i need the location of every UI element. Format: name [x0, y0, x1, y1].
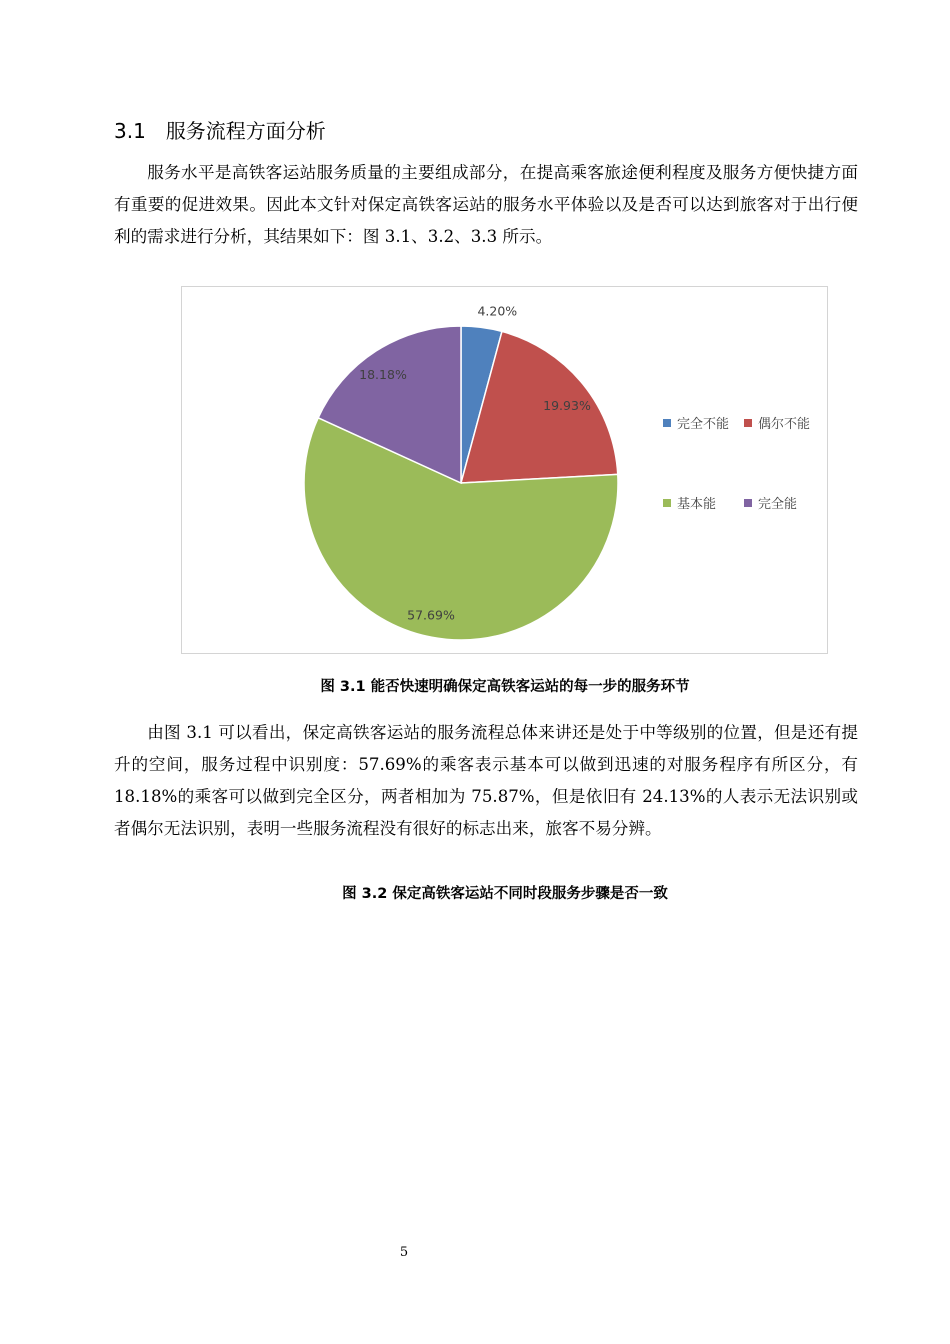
pie-slice-label-2: 19.93% [543, 398, 591, 413]
section-title: 服务流程方面分析 [165, 119, 326, 143]
legend-swatch-2 [744, 419, 752, 427]
legend-item-2 [744, 416, 810, 432]
legend-item-4 [744, 496, 797, 512]
section-number: 3.1 [114, 119, 146, 143]
page-number: 5 [399, 1245, 409, 1260]
pie-chart [182, 287, 827, 653]
legend-label-4: 完全能 [758, 497, 798, 512]
legend-label-3: 基本能 [677, 497, 717, 512]
legend-item-3 [663, 496, 716, 512]
intro-paragraph: 服务水平是高铁客运站服务质量的主要组成部分，在提高乘客旅途便利程度及服务方便快捷方面有重要的促进效果。因此本文针对保定高铁客运站的服务水平体验以及是否可以达到旅客对于出行便利的需求进行分析，其结果如下：图 3.1、3.2、3.3 所示。 [114, 163, 858, 246]
pie-slice-label-1: 4.20% [477, 303, 518, 319]
section-heading [114, 117, 326, 145]
analysis-paragraph: 由图 3.1 可以看出，保定高铁客运站的服务流程总体来讲还是处于中等级别的位置，但是还有提升的空间，服务过程中识别度：57.69%的乘客表示基本可以做到迅速的对服务程序有所区分，有 18.18%的乘客可以做到完全区分，两者相加为 75.87%，但是依旧有 24.13%的人表示无法识别或者偶尔无法识别，表明一些服务流程没有很好的标志出来，旅客不易分辨。 [114, 723, 858, 838]
figure-caption-3-2: 图 3.2 保定高铁客运站不同时段服务步骤是否一致 [342, 886, 668, 902]
legend-item-1 [663, 416, 729, 432]
legend-swatch-4 [744, 499, 752, 507]
figure-caption-3-1: 图 3.1 能否快速明确保定高铁客运站的每一步的服务环节 [320, 679, 690, 695]
pie-slice-label-3: 57.69% [407, 607, 455, 623]
legend-swatch-3 [663, 499, 671, 507]
legend-label-1: 完全不能 [677, 417, 730, 432]
pie-chart-figure [181, 286, 828, 654]
pie-slice-label-4: 18.18% [359, 367, 407, 382]
legend-swatch-1 [663, 419, 671, 427]
legend-label-2: 偶尔不能 [758, 417, 811, 432]
